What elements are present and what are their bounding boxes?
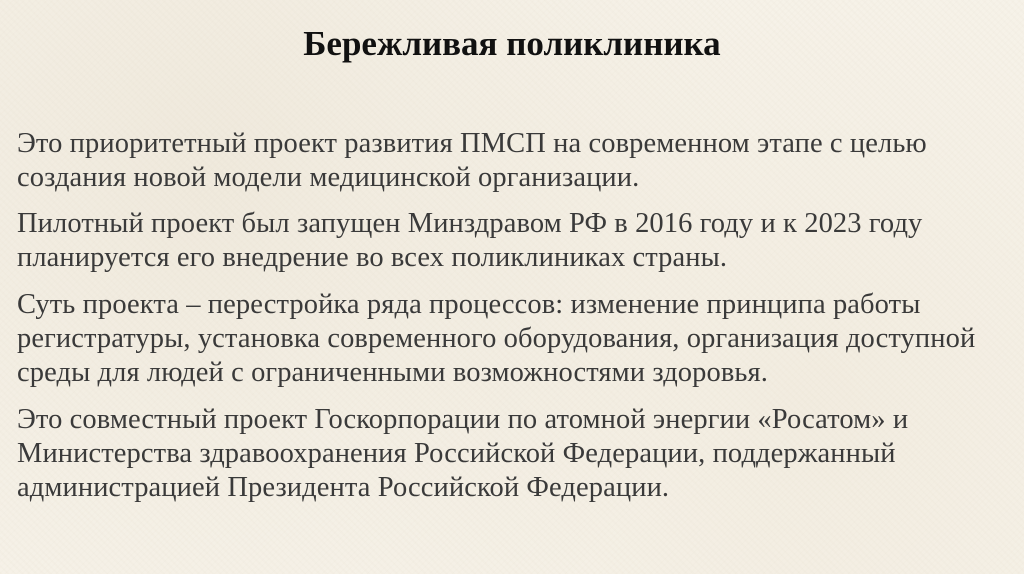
paragraph-project-essence: Суть проекта – перестройка ряда процессов: изменение принципа работы регистратуры, установка современного оборудования, организация доступной среды для людей с ограниченными возможностями здоровья. [17, 289, 976, 388]
paragraph-pilot-launch: Пилотный проект был запущен Минздравом РФ в 2016 году и к 2023 году планируется его внедрение во всех поликлиниках страны. [17, 208, 923, 273]
slide-title: Бережливая поликлиника [303, 24, 721, 63]
slide-body [17, 127, 1007, 517]
paragraph-project-definition: Это приоритетный проект развития ПМСП на современном этапе с целью создания новой модели медицинской организации. [17, 128, 927, 193]
paragraph-joint-project: Это совместный проект Госкорпорации по атомной энергии «Росатом» и Министерства здравоохранения Российской Федерации, поддержанный администрацией Президента Российской Федерации. [17, 404, 909, 503]
